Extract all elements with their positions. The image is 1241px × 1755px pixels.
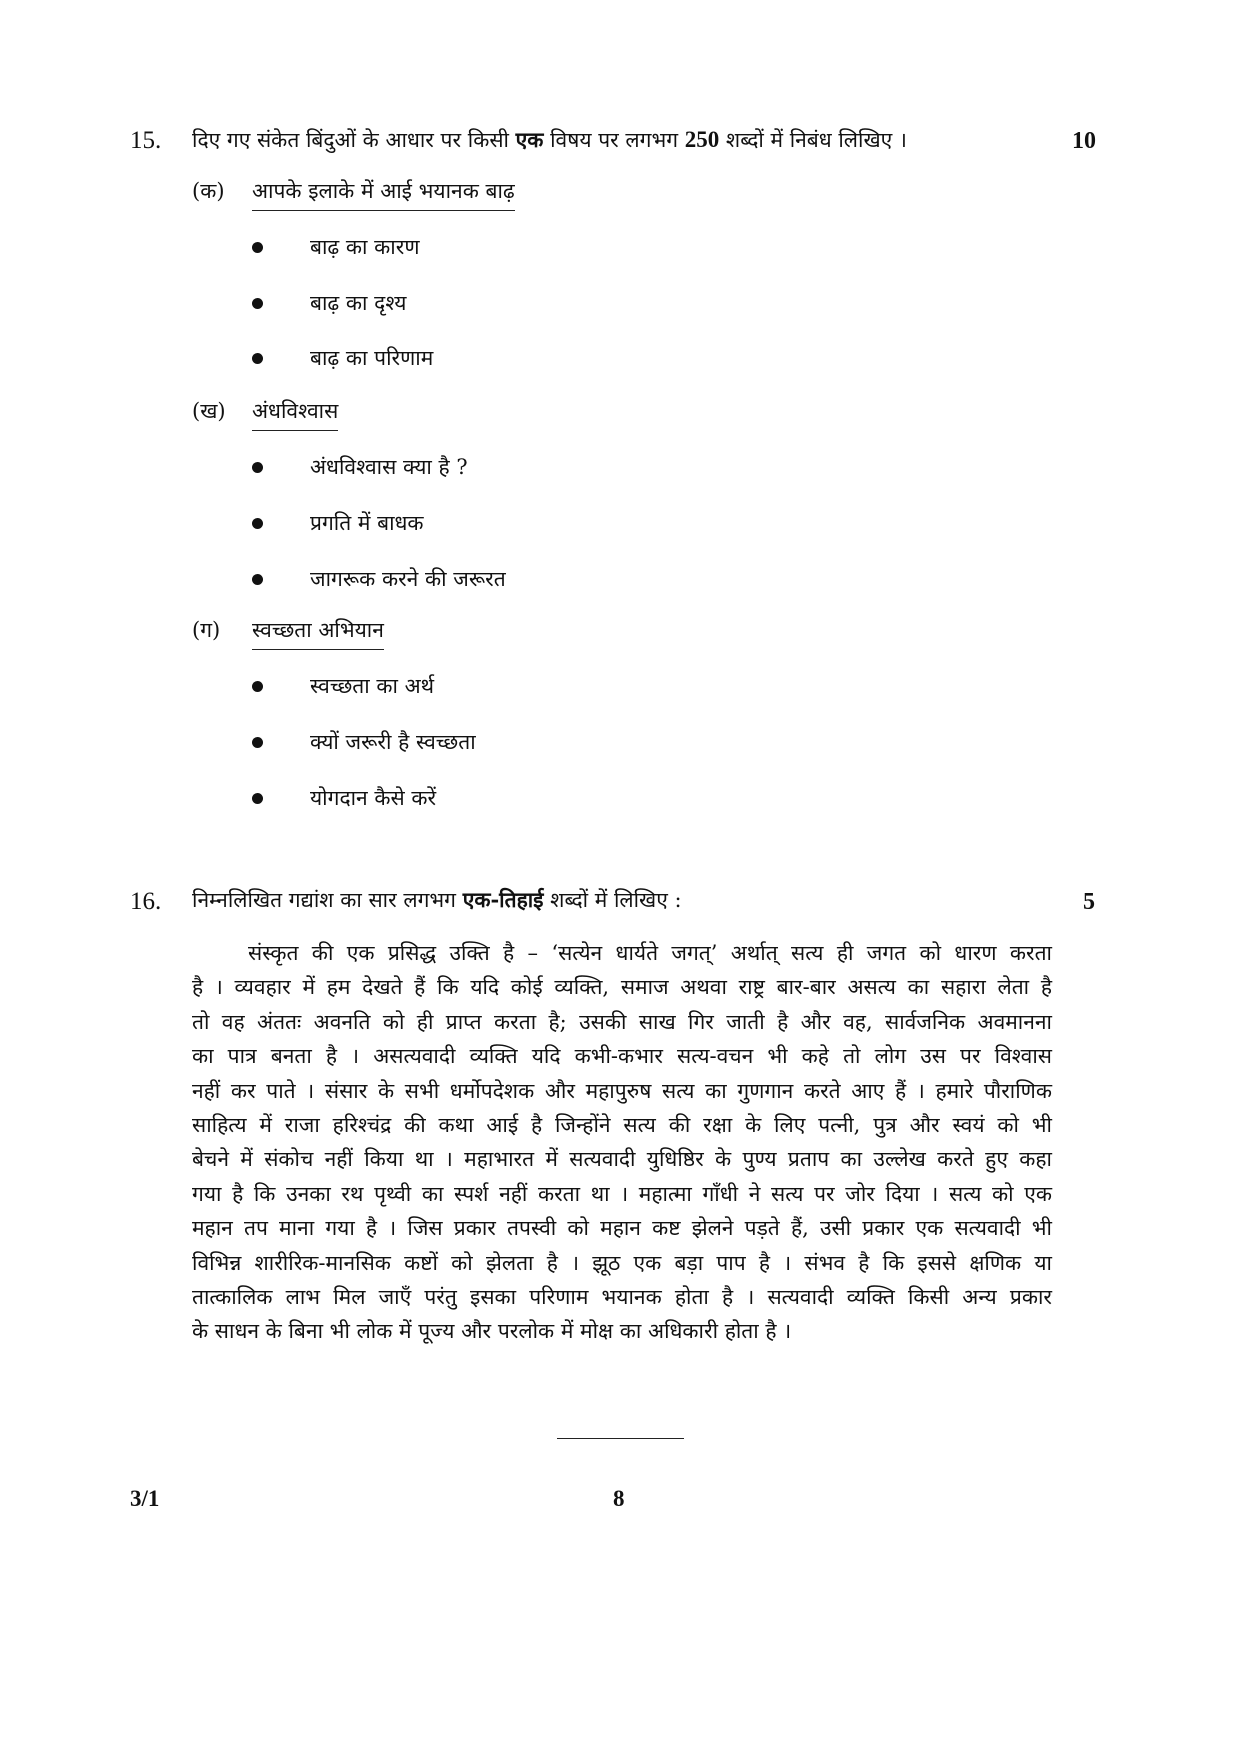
question-text-bold: 250 — [684, 127, 720, 152]
bullet-point: क्यों जरूरी है स्वच्छता — [310, 730, 476, 754]
passage-line: के साधन के बिना भी लोक में पूज्य और परलोक में मोक्ष का अधिकारी होता है । — [192, 1319, 792, 1344]
bullet-point: जागरूक करने की जरूरत — [310, 567, 506, 591]
question-text-part: विषय पर लगभग — [550, 128, 679, 152]
option-title: अंधविश्वास — [252, 396, 338, 431]
passage-line: नहीं कर पाते । संसार के सभी धर्मोपदेशक और महापुरुष सत्य का गुणगान करते आए हैं । हमारे पौराणिक — [192, 1078, 1052, 1103]
passage-line: का पात्र बनता है । असत्यवादी व्यक्ति यदि कभी-कभार सत्य-वचन भी कहे तो लोग उस पर विश्वास — [192, 1044, 1052, 1069]
bullet-icon — [252, 574, 263, 585]
passage-line: साहित्य में राजा हरिश्चंद्र की कथा आई है जिन्होंने सत्य की रक्षा के लिए पत्नी, पुत्र और स्वयं को भी — [192, 1112, 1052, 1137]
passage-line: महान तप माना गया है । जिस प्रकार तपस्वी को महान कष्ट झेलने पड़ते हैं, उसी प्रकार एक सत्यवादी भी — [192, 1216, 1052, 1241]
passage-line: तात्कालिक लाभ मिल जाएँ परंतु इसका परिणाम भयानक होता है । सत्यवादी व्यक्ति किसी अन्य प्रकार — [192, 1284, 1052, 1309]
bullet-icon — [252, 353, 263, 364]
bullet-point: बाढ़ का दृश्य — [310, 291, 407, 315]
question-text-part: दिए गए संकेत बिंदुओं के आधार पर किसी — [192, 128, 509, 152]
passage-line: संस्कृत की एक प्रसिद्ध उक्ति है – ‘सत्येन धार्यते जगत्’ अर्थात् सत्य ही जगत को धारण करता — [248, 941, 1052, 965]
option-title: आपके इलाके में आई भयानक बाढ़ — [252, 176, 515, 211]
bullet-icon — [252, 737, 263, 748]
bullet-point: योगदान कैसे करें — [310, 786, 437, 810]
question-text — [192, 125, 907, 155]
question-text-part: निम्नलिखित गद्यांश का सार लगभग — [192, 888, 457, 912]
bullet-point: बाढ़ का कारण — [310, 235, 420, 259]
question-text-bold: एक — [515, 127, 544, 152]
section-divider — [557, 1438, 684, 1439]
bullet-point: स्वच्छता का अर्थ — [310, 674, 435, 698]
bullet-icon — [252, 793, 263, 804]
passage-line: गया है कि उनका रथ पृथ्वी का स्पर्श नहीं करता था । महात्मा गाँधी ने सत्य पर जोर दिया । सत्य को एक — [192, 1181, 1052, 1206]
question-number: 15. — [130, 127, 162, 154]
passage-line: तो वह अंततः अवनति को ही प्राप्त करता है; उसकी साख गिर जाती है और वह, सार्वजनिक अवमानना — [192, 1009, 1052, 1034]
question-text-part: शब्दों में लिखिए : — [550, 888, 682, 912]
question-text-bold: एक-तिहाई — [462, 887, 544, 912]
passage-line: बेचने में संकोच नहीं किया था । महाभारत में सत्यवादी युधिष्ठिर के पुण्य प्रताप का उल्लेख करते हुए कहा — [192, 1147, 1052, 1172]
option-label: (ग) — [192, 618, 221, 642]
option-label: (क) — [192, 179, 225, 203]
option-title: स्वच्छता अभियान — [252, 615, 384, 650]
question-marks: 10 — [1072, 128, 1096, 154]
option-label: (ख) — [192, 399, 226, 423]
bullet-point: प्रगति में बाधक — [310, 511, 424, 535]
bullet-icon — [252, 462, 263, 473]
bullet-icon — [252, 298, 263, 309]
paper-code: 3/1 — [130, 1486, 160, 1511]
question-marks: 5 — [1083, 889, 1095, 915]
question-text — [192, 885, 682, 915]
passage — [192, 936, 1052, 1349]
page-number: 8 — [613, 1486, 625, 1511]
passage-line: विभिन्न शारीरिक-मानसिक कष्टों को झेलता है । झूठ एक बड़ा पाप है । संभव है कि इससे क्षणिक या — [192, 1250, 1052, 1275]
bullet-icon — [252, 242, 263, 253]
bullet-icon — [252, 681, 263, 692]
question-number: 16. — [130, 888, 162, 915]
bullet-icon — [252, 518, 263, 529]
passage-line: है । व्यवहार में हम देखते हैं कि यदि कोई व्यक्ति, समाज अथवा राष्ट्र बार-बार असत्य का सहारा लेता है — [192, 975, 1052, 1000]
bullet-point: बाढ़ का परिणाम — [310, 346, 434, 370]
question-text-part: शब्दों में निबंध लिखिए । — [725, 128, 907, 152]
bullet-point: अंधविश्वास क्या है ? — [310, 455, 468, 479]
